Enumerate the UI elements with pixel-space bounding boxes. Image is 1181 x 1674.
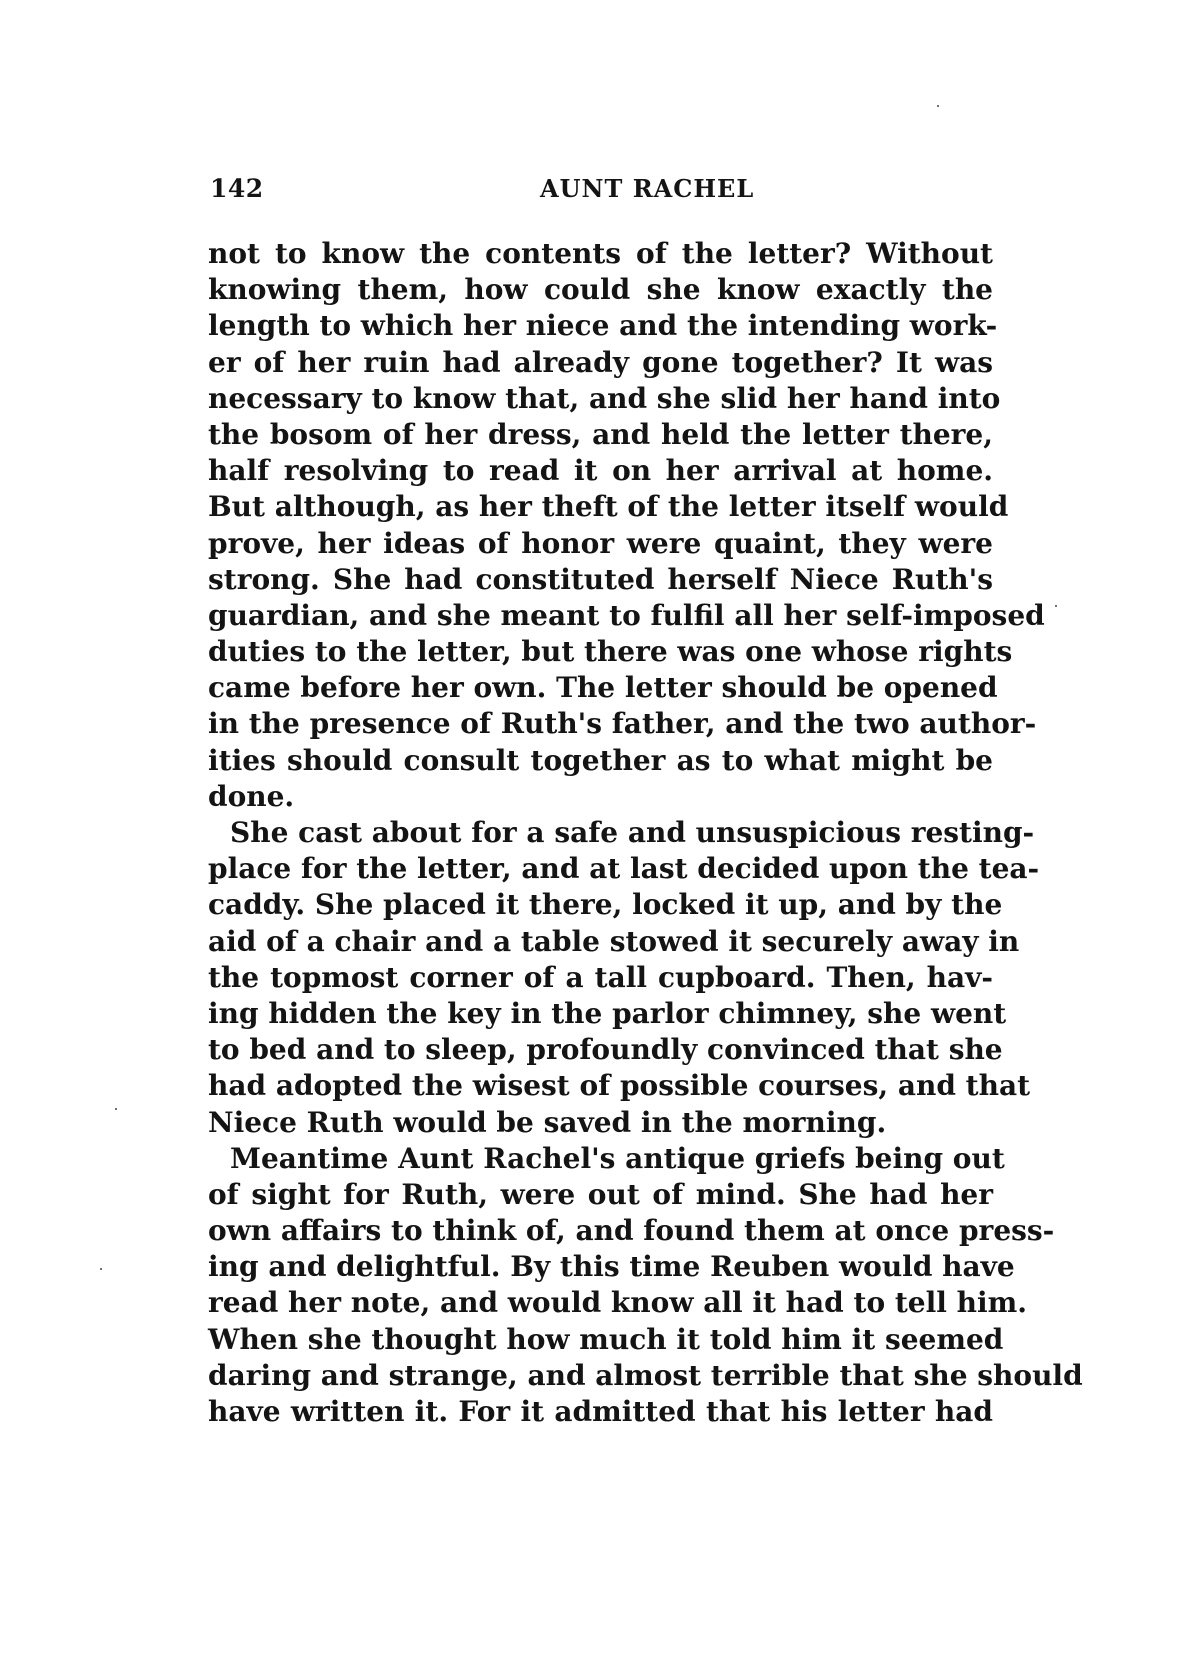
- running-title: AUNT RACHEL: [540, 174, 755, 203]
- text-line: But although, as her theft of the letter itself would: [208, 490, 1009, 524]
- text-line: Niece Ruth would be saved in the morning.: [208, 1105, 887, 1139]
- text-line: have written it. For it admitted that his letter had: [208, 1395, 993, 1428]
- text-line: Meantime Aunt Rachel's antique griefs being out: [230, 1141, 1005, 1175]
- text-line: knowing them, how could she know exactly the: [208, 273, 993, 307]
- running-head: [210, 174, 991, 214]
- text-line: in the presence of Ruth's father, and the two author-: [208, 707, 1037, 741]
- page-number: 142: [210, 174, 264, 203]
- text-line: to bed and to sleep, profoundly convinced that she: [208, 1033, 1003, 1067]
- text-line: read her note, and would know all it had to tell him.: [208, 1286, 1027, 1320]
- text-line: daring and strange, and almost terrible that she should: [208, 1358, 1083, 1392]
- text-line: er of her ruin had already gone together? It was: [208, 345, 993, 379]
- paper-speck: [1055, 605, 1057, 607]
- text-line: half resolving to read it on her arrival at home.: [208, 454, 993, 488]
- text-line: own affairs to think of, and found them at once press-: [208, 1214, 1055, 1248]
- text-line: necessary to know that, and she slid her hand into: [208, 381, 1001, 415]
- text-line: When she thought how much it told him it seemed: [208, 1322, 1004, 1356]
- text-line: place for the letter, and at last decided upon the tea-: [208, 852, 1040, 886]
- text-line: the topmost corner of a tall cupboard. Then, hav-: [208, 960, 993, 994]
- text-line: ing and delightful. By this time Reuben would have: [208, 1250, 1015, 1284]
- text-line: She cast about for a safe and unsuspicious resting-: [230, 816, 1035, 849]
- text-line: had adopted the wisest of possible courses, and that: [208, 1069, 1031, 1103]
- text-line: the bosom of her dress, and held the letter there,: [208, 417, 993, 451]
- text-line: duties to the letter, but there was one whose rights: [208, 635, 1013, 669]
- text-line: prove, her ideas of honor were quaint, they were: [208, 526, 993, 560]
- text-line: guardian, and she meant to fulfil all her self-imposed: [208, 598, 1045, 632]
- paragraph-3: [208, 1141, 1083, 1431]
- paper-speck: [100, 1268, 102, 1270]
- text-line: aid of a chair and a table stowed it securely away in: [208, 924, 1020, 958]
- text-line: came before her own. The letter should be opened: [208, 671, 998, 705]
- paper-speck: [115, 1108, 117, 1110]
- text-line: done.: [208, 779, 295, 813]
- text-line: of sight for Ruth, were out of mind. She had her: [208, 1177, 993, 1211]
- text-line: length to which her niece and the intending work-: [208, 309, 998, 343]
- paragraph-2: [208, 815, 1040, 1141]
- text-line: ities should consult together as to what might be: [208, 743, 993, 777]
- text-line: not to know the contents of the letter? Without: [208, 237, 993, 270]
- paper-speck: [937, 105, 939, 107]
- body-text: [208, 236, 1083, 1430]
- text-line: ing hidden the key in the parlor chimney, she went: [208, 996, 1007, 1030]
- text-line: strong. She had constituted herself Niece Ruth's: [208, 562, 993, 596]
- text-line: caddy. She placed it there, locked it up, and by the: [208, 888, 1003, 922]
- paragraph-1: [208, 236, 1045, 815]
